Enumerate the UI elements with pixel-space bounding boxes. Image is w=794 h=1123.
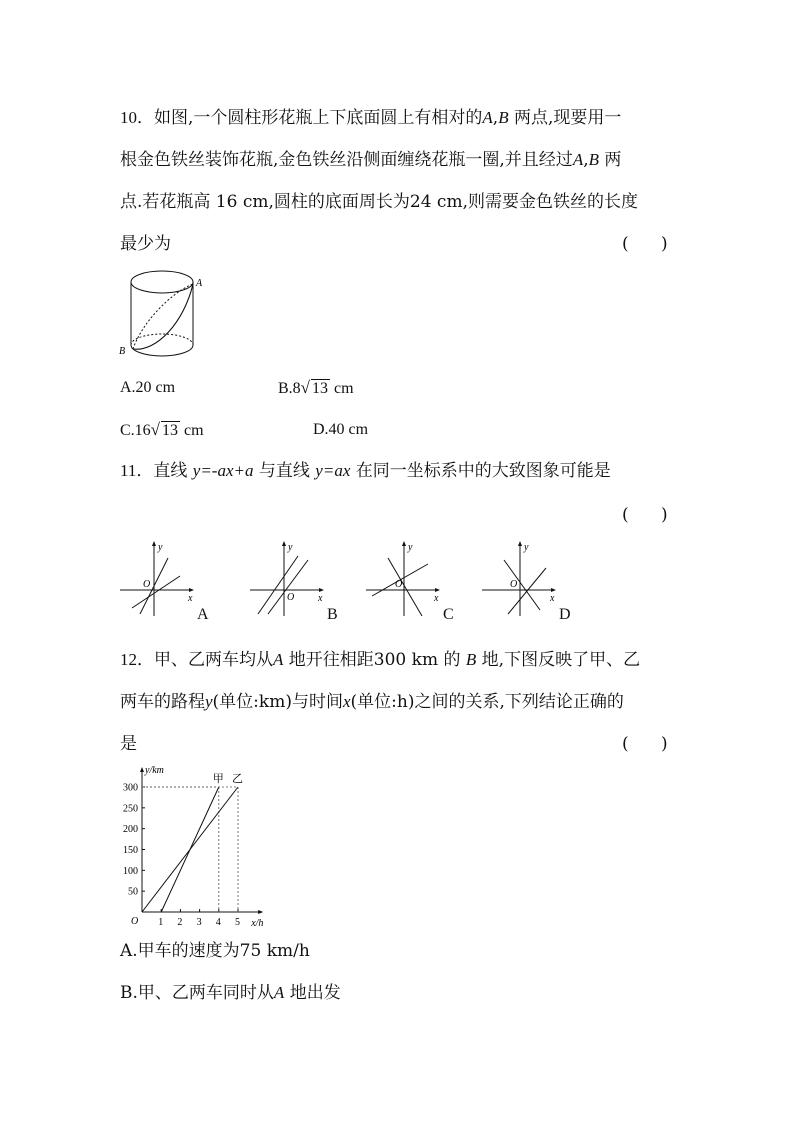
y-tick-label: 50: [128, 886, 138, 898]
svg-text:y: y: [524, 542, 529, 553]
svg-text:y: y: [408, 542, 413, 553]
y-axis-arrow: [140, 767, 144, 772]
q11-graph-label-d: D: [559, 606, 571, 623]
svg-text:y: y: [288, 542, 293, 553]
q11-graph-d: [480, 538, 560, 618]
q12-distance-time-chart: [112, 758, 282, 934]
q10-number: 10: [120, 108, 137, 127]
q12-line-3: 是: [120, 734, 137, 754]
series-line-1: [142, 787, 238, 912]
x-tick-label: 1: [158, 917, 164, 928]
y-tick-label: 250: [123, 803, 138, 815]
q11-number: 11: [120, 461, 137, 480]
q10-option-b: B.8√ 13 cm: [278, 378, 354, 397]
q12-option-b: B.甲、乙两车同时从A 地出发: [120, 983, 341, 1003]
q10-line-3: 点.若花瓶高 16 cm,圆柱的底面周长为24 cm,则需要金色铁丝的长度: [120, 192, 638, 212]
q12-line-1: 12．甲、乙两车均从A 地开往相距300 km 的 B 地,下图反映了甲、乙: [120, 650, 641, 670]
q12-number: 12: [120, 650, 137, 669]
q10-option-c: C.16√ 13 cm: [120, 420, 204, 439]
y-tick-label: 150: [123, 845, 138, 856]
origin-label: O: [131, 916, 139, 927]
q11-graph-label-b: B: [327, 606, 338, 623]
q10-cylinder-figure: [112, 262, 212, 362]
q11-graph-a: [118, 538, 198, 618]
y-tick-label: 300: [123, 782, 138, 794]
q12-option-a: A.甲车的速度为75 km/h: [120, 941, 310, 961]
q10-option-d: D.40 cm: [313, 421, 369, 438]
x-axis-arrow: [258, 910, 263, 914]
q11-line-1: 11．直线 y=-ax+a 与直线 y=ax 在同一坐标系中的大致图象可能是: [120, 461, 611, 481]
svg-text:O: O: [287, 592, 295, 603]
svg-text:x: x: [434, 593, 439, 604]
q11-answer-paren: ( ): [622, 505, 668, 525]
x-tick-label: 4: [215, 917, 221, 928]
x-axis-label: x/h: [251, 918, 264, 929]
y-tick-label: 100: [123, 865, 138, 877]
svg-text:x: x: [550, 593, 555, 604]
svg-text:x: x: [318, 593, 323, 604]
cylinder-label-b: B: [119, 346, 126, 357]
q10-option-a: A.20 cm: [120, 379, 176, 396]
svg-text:y: y: [158, 542, 163, 553]
q11-graph-label-c: C: [443, 606, 454, 623]
svg-text:O: O: [143, 579, 151, 590]
q10-line-1: 10．如图,一个圆柱形花瓶上下底面圆上有相对的A,B 两点,现要用一: [120, 108, 622, 128]
x-tick-label: 5: [235, 917, 240, 928]
q10-answer-paren: ( ): [622, 234, 668, 254]
q10-line-4: 最少为: [120, 234, 171, 254]
svg-text:O: O: [395, 579, 403, 590]
q11-graph-c: [364, 538, 444, 618]
cylinder-label-a: A: [196, 278, 203, 289]
q11-graph-b: [248, 538, 328, 618]
svg-text:O: O: [510, 579, 518, 590]
y-axis-label: y/km: [145, 765, 164, 776]
svg-text:x: x: [188, 593, 193, 604]
q11-graph-label-a: A: [197, 606, 209, 623]
q10-line-2: 根金色铁丝装饰花瓶,金色铁丝沿侧面缠绕花瓶一圈,并且经过A,B 两: [120, 150, 622, 170]
q12-line-2: 两车的路程y(单位:km)与时间x(单位:h)之间的关系,下列结论正确的: [120, 692, 624, 712]
x-tick-label: 2: [177, 917, 183, 928]
y-tick-label: 200: [123, 824, 138, 836]
q12-answer-paren: ( ): [622, 734, 668, 754]
series-label-1: 乙: [232, 773, 243, 785]
series-label-0: 甲: [212, 773, 224, 785]
x-tick-label: 3: [196, 917, 202, 928]
